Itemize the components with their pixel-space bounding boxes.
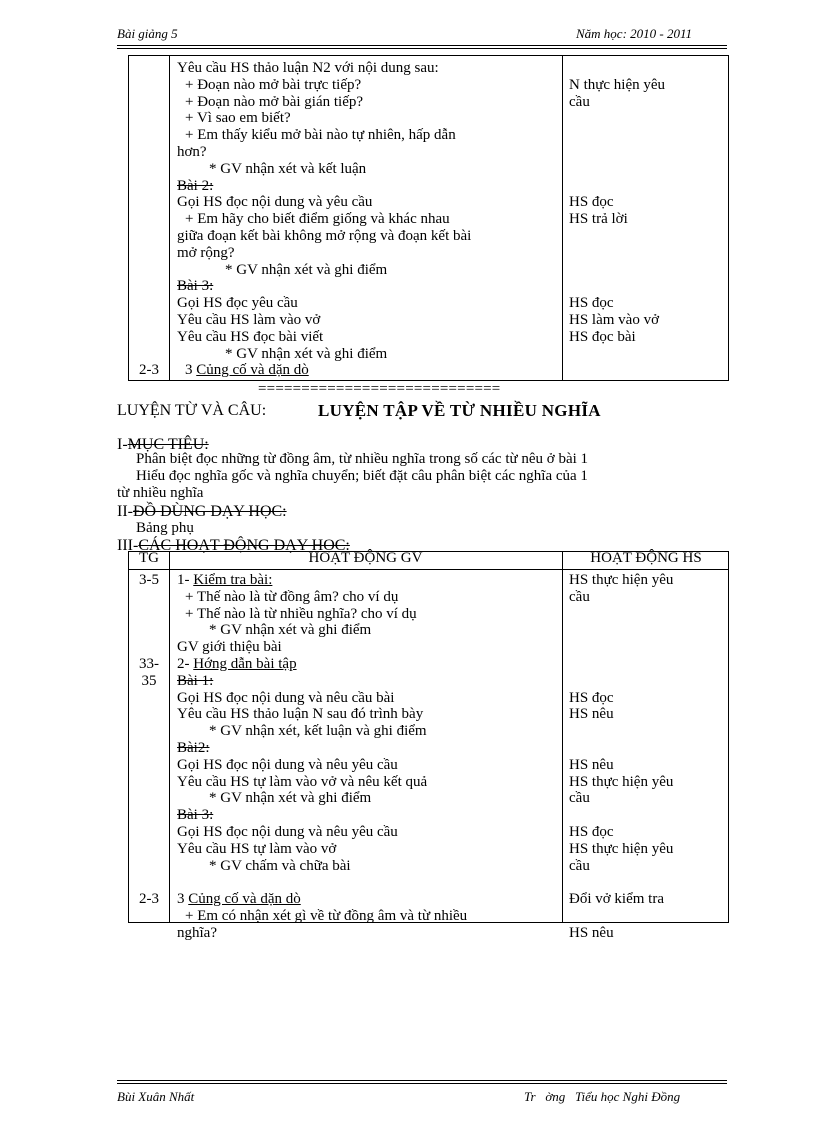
objective-line-3: từ nhiều nghĩa	[117, 485, 204, 501]
gv-line: hơn?	[177, 143, 207, 160]
hs-line: HS thực hiện yêu	[569, 840, 674, 857]
hs-line: HS thực hiện yêu	[569, 773, 674, 790]
gv-line: Gọi HS đọc yêu cầu	[177, 295, 298, 312]
hs-line: cầu	[569, 588, 590, 605]
hs-line: HS đọc	[569, 824, 614, 840]
gv-line: * GV nhận xét và ghi điểm	[209, 790, 372, 807]
hs-line: cầu	[569, 857, 590, 874]
header-double-rule	[117, 45, 727, 49]
gv-line: + Em có nhận xét gì về từ đồng âm và từ nhiều	[185, 907, 468, 924]
lesson-subject: LUYỆN TỪ VÀ CÂU:	[117, 402, 267, 419]
gv-line: Gọi HS đọc nội dung và yêu cầu	[177, 194, 373, 211]
gv-line: mở rộng?	[177, 244, 235, 261]
gv-line: Yêu cầu HS thảo luận N2 với nội dung sau:	[177, 60, 439, 76]
gv-line: + Em thấy kiểu mở bài nào tự nhiên, hấp dẫn	[185, 127, 456, 144]
hs-line: HS làm vào vở	[569, 312, 660, 328]
hs-line: cầu	[569, 93, 590, 110]
gv-line: 2- Hớng dẫn bài tập	[177, 655, 297, 672]
col-header-tg: TG	[139, 550, 159, 566]
tg-value: 2-3	[139, 362, 159, 379]
gv-line: Yêu cầu HS đọc bài viết	[177, 328, 324, 345]
objectives-heading: I-MỤC TIÊU:	[117, 436, 209, 453]
gv-line: + Vì sao em biết?	[185, 110, 291, 127]
tg-value: 33-	[139, 656, 159, 672]
footer-author: Bùi Xuân Nhất	[117, 1089, 195, 1104]
gv-line: Bài 2:	[177, 177, 214, 194]
gv-line: Yêu cầu HS thảo luận N sau đó trình bày	[177, 706, 424, 723]
gv-line: Bài2:	[177, 739, 210, 756]
hs-line: HS đọc	[569, 295, 614, 312]
hs-line: Đổi vở kiểm tra	[569, 891, 664, 908]
gv-line: + Đoạn nào mở bài gián tiếp?	[185, 93, 364, 110]
gv-line: nghĩa?	[177, 924, 217, 941]
lesson-title: LUYỆN TẬP VỀ TỪ NHIỀU NGHĨA	[318, 401, 601, 420]
gv-line: * GV nhận xét và ghi điểm	[225, 345, 388, 362]
gv-line: Yêu cầu HS tự làm vào vở	[177, 840, 337, 857]
gv-line: * GV nhận xét và kết luận	[209, 160, 367, 177]
header-school-year: Năm học: 2010 - 2011	[576, 26, 693, 41]
gv-column	[177, 572, 562, 942]
hs-line: HS đọc	[569, 689, 614, 706]
tg-value: 3-5	[139, 572, 159, 588]
gv-line: + Thế nào là từ nhiều nghĩa? cho ví dụ	[185, 605, 417, 622]
gv-line: * GV chấm và chữa bài	[209, 857, 351, 874]
gv-line: * GV nhận xét và ghi điểm	[209, 622, 372, 639]
gv-line: + Đoạn nào mở bài trực tiếp?	[185, 76, 362, 93]
tg-value: 2-3	[139, 891, 159, 908]
hs-line: HS đọc	[569, 194, 614, 211]
hs-line: HS nêu	[569, 706, 614, 723]
hs-line: HS trả lời	[569, 211, 628, 228]
gv-line: GV giới thiệu bài	[177, 639, 282, 656]
gv-column	[177, 60, 562, 379]
hs-line: cầu	[569, 790, 590, 807]
section-separator: ============================	[258, 381, 501, 397]
gv-line: 1- Kiểm tra bài:	[177, 572, 273, 588]
hs-line: HS đọc bài	[569, 328, 636, 345]
gv-line: 3 Củng cố và dặn dò	[177, 891, 301, 908]
gv-line: * GV nhận xét và ghi điểm	[225, 261, 388, 278]
objective-line-2: Hiểu đọc nghĩa gốc và nghĩa chuyển; biết đặt câu phân biệt các nghĩa của 1	[136, 468, 588, 484]
gv-line: * GV nhận xét, kết luận và ghi điểm	[209, 723, 427, 740]
hs-line: HS nêu	[569, 924, 614, 941]
col-header-hs: HOẠT ĐỘNG HS	[590, 550, 702, 566]
gv-line	[177, 874, 562, 891]
header-lesson: Bài giảng 5	[117, 26, 178, 41]
footer-double-rule	[117, 1080, 727, 1084]
hs-line: HS nêu	[569, 756, 614, 773]
footer-school: Tr ờng Tiểu học Nghi Đồng	[524, 1089, 681, 1104]
gv-line: Gọi HS đọc nội dung và nêu yêu cầu	[177, 756, 398, 773]
gv-line: Yêu cầu HS làm vào vở	[177, 311, 321, 328]
gv-line: + Em hãy cho biết điểm giống và khác nhau	[185, 211, 450, 228]
tg-value: 35	[141, 672, 157, 689]
materials-text: Bảng phụ	[136, 520, 194, 536]
gv-line: Gọi HS đọc nội dung và nêu cầu bài	[177, 689, 395, 706]
gv-line: Bài 3:	[177, 278, 214, 295]
hs-line: HS thực hiện yêu	[569, 572, 674, 588]
gv-line: Yêu cầu HS tự làm vào vở và nêu kết quả	[177, 773, 428, 790]
gv-line: giữa đoạn kết bài không mở rộng và đoạn kết bài	[177, 227, 472, 244]
gv-line: Bài 1:	[177, 672, 214, 689]
col-header-gv: HOẠT ĐỘNG GV	[308, 550, 423, 566]
gv-line: + Thế nào là từ đồng âm? cho ví dụ	[185, 588, 399, 605]
gv-line: 3 Củng cố và dặn dò	[185, 362, 309, 379]
table-continued	[128, 55, 729, 381]
objective-line-1: Phân biệt đọc những từ đồng âm, từ nhiều nghĩa trong số các từ nêu ở bài 1	[136, 451, 589, 467]
activities-heading: III-CÁC HOẠT ĐỘNG DẠY HỌC:	[117, 537, 350, 554]
hs-line: N thực hiện yêu	[569, 76, 666, 93]
materials-heading: II-ĐỒ DÙNG DẠY HỌC:	[117, 503, 287, 520]
gv-line: Gọi HS đọc nội dung và nêu yêu cầu	[177, 823, 398, 840]
activities-table	[128, 550, 729, 941]
gv-line: Bài 3:	[177, 807, 214, 824]
